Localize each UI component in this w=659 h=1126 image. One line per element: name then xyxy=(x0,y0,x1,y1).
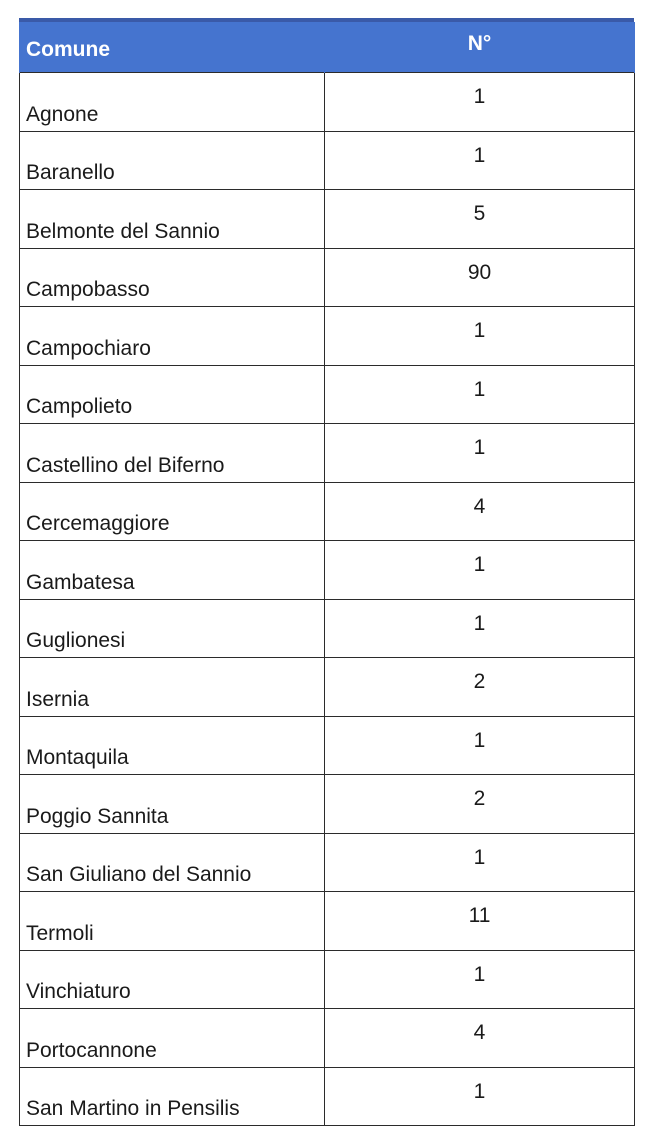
table-row xyxy=(20,716,635,775)
header-comune: Comune xyxy=(20,22,325,73)
comuni-table xyxy=(19,22,635,1126)
table-body xyxy=(20,73,635,1126)
table-header xyxy=(20,22,635,73)
cell-num: 4 xyxy=(325,1009,635,1068)
cell-comune: San Giuliano del Sannio xyxy=(20,833,325,892)
header-row xyxy=(20,22,635,73)
table-row xyxy=(20,482,635,541)
table-row xyxy=(20,248,635,307)
cell-num: 2 xyxy=(325,658,635,717)
cell-comune: Montaquila xyxy=(20,716,325,775)
cell-comune: Belmonte del Sannio xyxy=(20,190,325,249)
cell-num: 1 xyxy=(325,950,635,1009)
cell-num: 1 xyxy=(325,599,635,658)
cell-num: 1 xyxy=(325,73,635,132)
cell-comune: Cercemaggiore xyxy=(20,482,325,541)
cell-comune: Castellino del Biferno xyxy=(20,424,325,483)
table-row xyxy=(20,190,635,249)
table-row xyxy=(20,365,635,424)
cell-num: 4 xyxy=(325,482,635,541)
cell-num: 1 xyxy=(325,716,635,775)
table-row xyxy=(20,892,635,951)
table-row xyxy=(20,131,635,190)
table-row xyxy=(20,658,635,717)
table-row xyxy=(20,599,635,658)
cell-comune: Vinchiaturo xyxy=(20,950,325,1009)
cell-num: 90 xyxy=(325,248,635,307)
table-row xyxy=(20,307,635,366)
cell-comune: Gambatesa xyxy=(20,541,325,600)
cell-num: 1 xyxy=(325,1067,635,1126)
cell-comune: Agnone xyxy=(20,73,325,132)
cell-comune: Campochiaro xyxy=(20,307,325,366)
cell-num: 1 xyxy=(325,833,635,892)
cell-comune: Termoli xyxy=(20,892,325,951)
table-row xyxy=(20,424,635,483)
cell-num: 5 xyxy=(325,190,635,249)
table-row xyxy=(20,775,635,834)
table-row xyxy=(20,833,635,892)
cell-num: 1 xyxy=(325,307,635,366)
cell-num: 11 xyxy=(325,892,635,951)
cell-comune: Isernia xyxy=(20,658,325,717)
table-row xyxy=(20,950,635,1009)
table-row xyxy=(20,541,635,600)
table-row xyxy=(20,73,635,132)
cell-comune: Baranello xyxy=(20,131,325,190)
cell-num: 1 xyxy=(325,131,635,190)
cell-comune: Poggio Sannita xyxy=(20,775,325,834)
cell-comune: Campobasso xyxy=(20,248,325,307)
cell-num: 1 xyxy=(325,424,635,483)
cell-num: 1 xyxy=(325,365,635,424)
cell-num: 1 xyxy=(325,541,635,600)
cell-comune: Portocannone xyxy=(20,1009,325,1068)
table-row xyxy=(20,1067,635,1126)
cell-comune: Guglionesi xyxy=(20,599,325,658)
comuni-table-container xyxy=(19,18,634,1126)
cell-comune: San Martino in Pensilis xyxy=(20,1067,325,1126)
header-num: N° xyxy=(325,22,635,73)
cell-comune: Campolieto xyxy=(20,365,325,424)
table-row xyxy=(20,1009,635,1068)
cell-num: 2 xyxy=(325,775,635,834)
